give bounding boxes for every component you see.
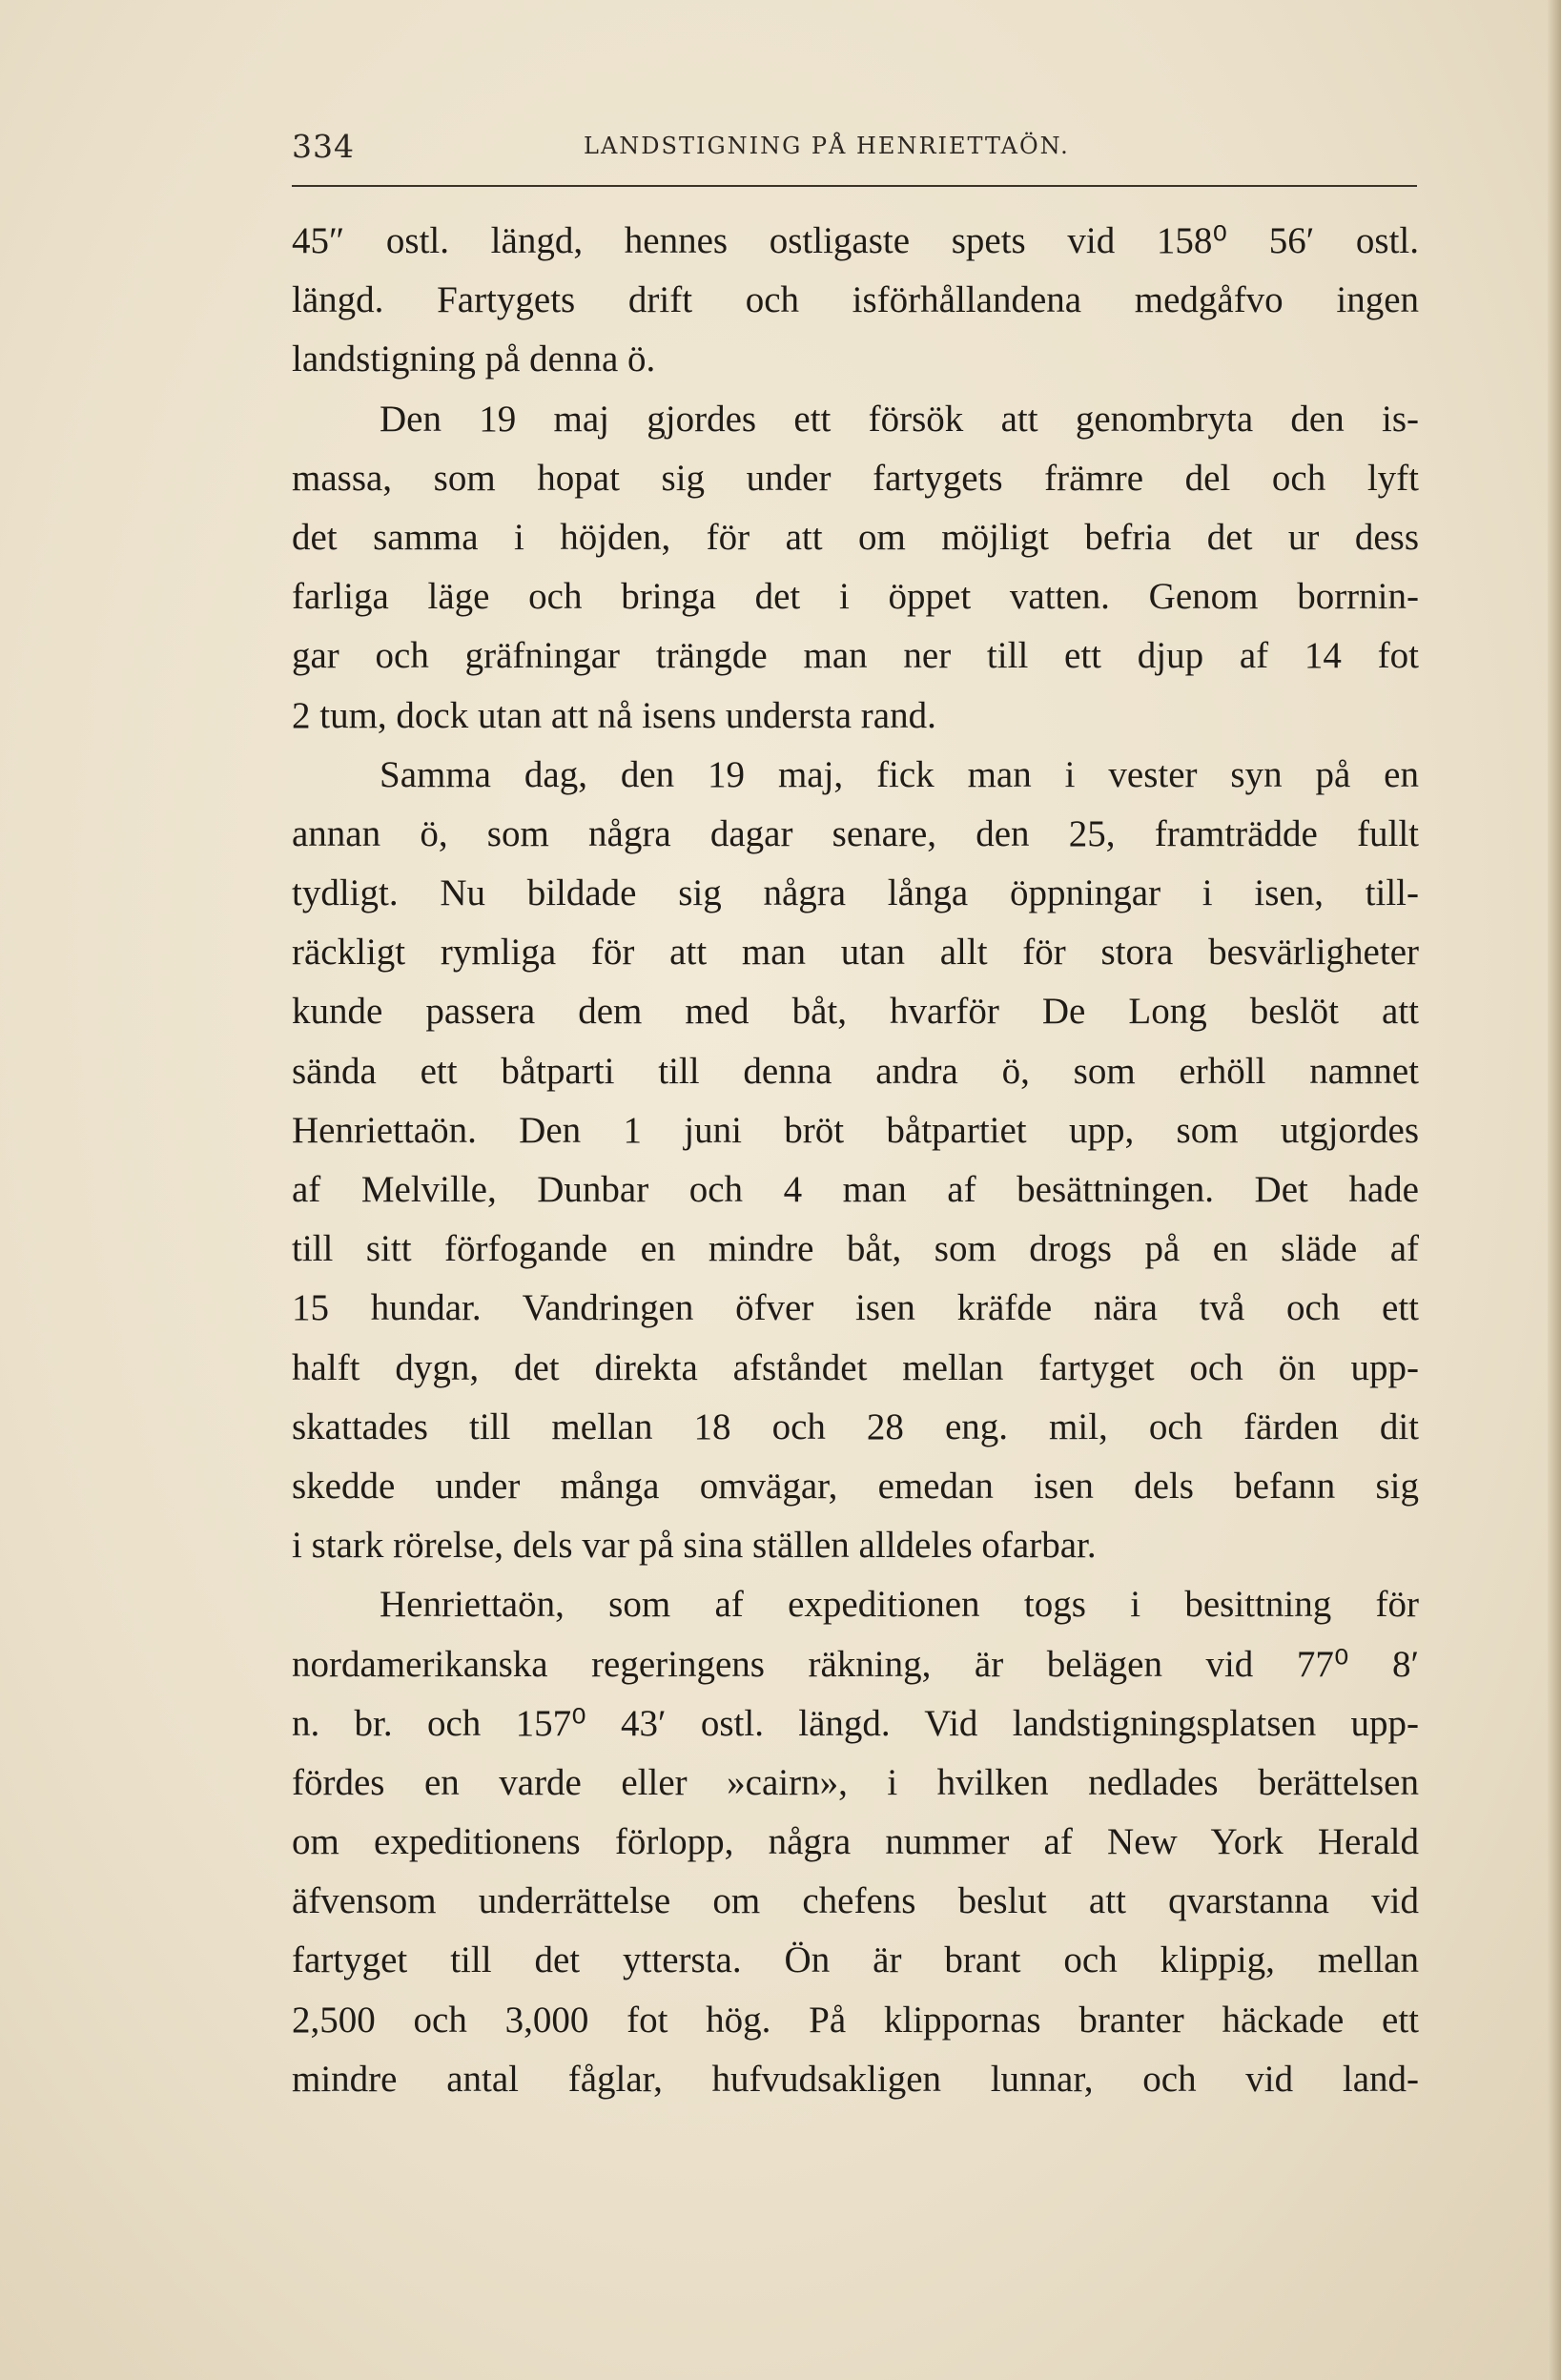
page-number: 334 bbox=[292, 128, 355, 165]
text-line: tydligt. Nu bildade sig några långa öppningar i isen, till- bbox=[292, 872, 1419, 914]
text-line: annan ö, som några dagar senare, den 25, framträdde fullt bbox=[292, 812, 1419, 854]
page-header bbox=[292, 128, 1417, 177]
text-line: 2,500 och 3,000 fot hög. På klippornas branter häckade ett bbox=[292, 1999, 1419, 2041]
text-line: 15 hundar. Vandringen öfver isen kräfde nära två och ett bbox=[292, 1287, 1419, 1329]
paragraph-2 bbox=[292, 390, 1419, 746]
text-line: det samma i höjden, för att om möjligt befria det ur dess bbox=[292, 516, 1419, 558]
text-line: sända ett båtparti till denna andra ö, som erhöll namnet bbox=[292, 1050, 1419, 1092]
text-line: i stark rörelse, dels var på sina ställen alldeles ofarbar. bbox=[292, 1525, 1097, 1567]
paragraph-1 bbox=[292, 212, 1419, 390]
text-line: längd. Fartygets drift och isförhållandena medgåfvo ingen bbox=[292, 279, 1419, 321]
paragraph-3 bbox=[292, 746, 1419, 1576]
text-line: räckligt rymliga för att man utan allt för stora besvärligheter bbox=[292, 932, 1419, 974]
text-line: 45″ ostl. längd, hennes ostligaste spets vid 158⁰ 56′ ostl. bbox=[292, 220, 1419, 261]
running-title: LANDSTIGNING PÅ HENRIETTAÖN. bbox=[584, 133, 1070, 159]
text-line: Samma dag, den 19 maj, fick man i vester syn på en bbox=[380, 753, 1419, 795]
body-text bbox=[292, 212, 1419, 2109]
text-line: Den 19 maj gjordes ett försök att genombryta den is- bbox=[380, 398, 1419, 440]
text-line: om expeditionens förlopp, några nummer af New York Herald bbox=[292, 1821, 1419, 1863]
text-line: farliga läge och bringa det i öppet vatten. Genom borrnin- bbox=[292, 576, 1419, 618]
text-line: Henriettaön, som af expeditionen togs i besittning för bbox=[380, 1584, 1419, 1626]
text-line: 2 tum, dock utan att nå isens understa rand. bbox=[292, 694, 936, 736]
text-line: massa, som hopat sig under fartygets främre del och lyft bbox=[292, 457, 1419, 499]
text-line: gar och gräfningar trängde man ner till ett djup af 14 fot bbox=[292, 635, 1419, 677]
text-line: n. br. och 157⁰ 43′ ostl. längd. Vid landstigningsplatsen upp- bbox=[292, 1702, 1419, 1744]
page-edge-shadow bbox=[1548, 0, 1561, 2380]
text-line: mindre antal fåglar, hufvudsakligen lunnar, och vid land- bbox=[292, 2058, 1419, 2100]
text-line: af Melville, Dunbar och 4 man af besättningen. Det hade bbox=[292, 1169, 1419, 1210]
text-line: äfvensom underrättelse om chefens beslut att qvarstanna vid bbox=[292, 1880, 1419, 1922]
text-line: fördes en varde eller »cairn», i hvilken nedlades berättelsen bbox=[292, 1761, 1419, 1803]
text-line: fartyget till det yttersta. Ön är brant och klippig, mellan bbox=[292, 1939, 1419, 1981]
text-line: skattades till mellan 18 och 28 eng. mil, och färden dit bbox=[292, 1405, 1419, 1447]
header-rule bbox=[292, 185, 1417, 187]
text-line: nordamerikanska regeringens räkning, är belägen vid 77⁰ 8′ bbox=[292, 1643, 1419, 1685]
text-line: halft dygn, det direkta afståndet mellan fartyget och ön upp- bbox=[292, 1346, 1419, 1388]
text-line: till sitt förfogande en mindre båt, som drogs på en släde af bbox=[292, 1228, 1419, 1270]
text-line: landstigning på denna ö. bbox=[292, 339, 656, 380]
paragraph-4 bbox=[292, 1575, 1419, 2109]
text-line: kunde passera dem med båt, hvarför De Long beslöt att bbox=[292, 991, 1419, 1033]
text-line: Henriettaön. Den 1 juni bröt båtpartiet upp, som utgjordes bbox=[292, 1109, 1419, 1151]
text-line: skedde under många omvägar, emedan isen dels befann sig bbox=[292, 1465, 1419, 1507]
